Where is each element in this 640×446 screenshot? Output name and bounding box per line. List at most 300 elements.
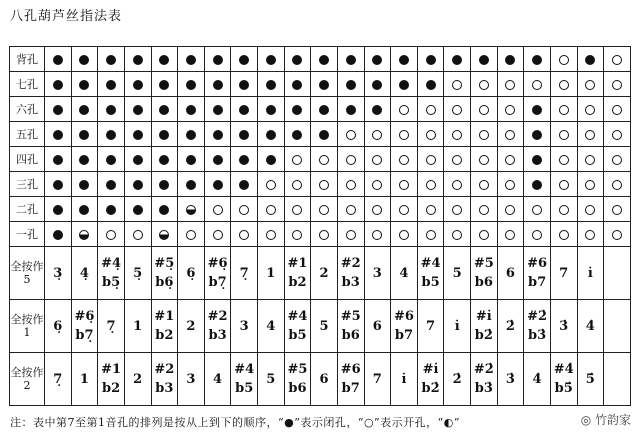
note-cell: #i̇ b2̇ <box>417 353 444 406</box>
hole-cell <box>391 72 418 97</box>
hole-cell <box>258 222 285 247</box>
hole-cell <box>204 222 231 247</box>
note-cell <box>604 353 631 406</box>
hole-cell <box>124 147 151 172</box>
closed-hole-icon <box>186 105 196 115</box>
hole-cell <box>471 172 498 197</box>
half-hole-icon <box>186 205 196 215</box>
hole-cell <box>364 172 391 197</box>
open-hole-icon <box>612 55 622 65</box>
hole-cell <box>471 147 498 172</box>
hole-cell <box>311 47 338 72</box>
note-cell: #2̇ b3̇ <box>524 300 551 353</box>
hole-cell <box>45 122 72 147</box>
hole-cell <box>284 172 311 197</box>
hole-cell <box>311 147 338 172</box>
hole-cell <box>577 47 604 72</box>
hole-cell <box>364 197 391 222</box>
closed-hole-icon <box>186 155 196 165</box>
hole-cell <box>337 72 364 97</box>
note-cell: 4̣ <box>71 247 98 300</box>
hole-cell <box>98 47 125 72</box>
open-hole-icon <box>452 155 462 165</box>
hole-cell <box>577 97 604 122</box>
open-hole-icon <box>399 230 409 240</box>
hole-cell <box>178 172 205 197</box>
open-hole-icon <box>213 205 223 215</box>
hole-cell <box>284 72 311 97</box>
closed-hole-icon <box>505 55 515 65</box>
footnote: 注：表中第7至第1音孔的排列是按从上到下的顺序，“●”表示闭孔，“○”表示开孔，“◐” <box>10 416 461 429</box>
note-cell: 7̣ <box>231 247 258 300</box>
closed-hole-icon <box>292 105 302 115</box>
note-cell: #1 b2 <box>151 300 178 353</box>
hole-cell <box>124 122 151 147</box>
note-cell: 6 <box>364 300 391 353</box>
hole-cell <box>284 122 311 147</box>
closed-hole-icon <box>159 80 169 90</box>
closed-hole-icon <box>53 80 63 90</box>
open-hole-icon <box>479 155 489 165</box>
hole-label: 五孔 <box>10 122 45 147</box>
hole-cell <box>550 47 577 72</box>
half-hole-icon <box>79 230 89 240</box>
hole-cell <box>444 122 471 147</box>
hole-cell <box>497 197 524 222</box>
hole-cell <box>577 197 604 222</box>
hole-cell <box>524 47 551 72</box>
hole-cell <box>178 197 205 222</box>
hole-cell <box>471 122 498 147</box>
hole-cell <box>45 72 72 97</box>
note-cell: #4 b5 <box>231 353 258 406</box>
hole-cell <box>337 197 364 222</box>
closed-hole-icon <box>266 55 276 65</box>
hole-cell <box>98 97 125 122</box>
hole-cell <box>311 97 338 122</box>
closed-hole-icon <box>532 130 542 140</box>
hole-cell <box>124 47 151 72</box>
note-cell: #6 b7 <box>337 353 364 406</box>
hole-cell <box>45 97 72 122</box>
note-cell: 6̣ <box>45 300 72 353</box>
open-hole-icon <box>585 130 595 140</box>
open-hole-icon <box>239 230 249 240</box>
open-hole-icon <box>559 130 569 140</box>
hole-cell <box>417 122 444 147</box>
open-hole-icon <box>559 55 569 65</box>
note-cell: 7 <box>417 300 444 353</box>
note-cell: 4̇ <box>577 300 604 353</box>
open-hole-icon <box>266 180 276 190</box>
note-cell: 6̣ <box>178 247 205 300</box>
closed-hole-icon <box>426 80 436 90</box>
open-hole-icon <box>319 155 329 165</box>
open-hole-icon <box>372 155 382 165</box>
note-cell: #i̇ b2̇ <box>471 300 498 353</box>
hole-cell <box>497 72 524 97</box>
hole-cell <box>311 122 338 147</box>
hole-cell <box>71 147 98 172</box>
closed-hole-icon <box>346 105 356 115</box>
hole-cell <box>151 97 178 122</box>
closed-hole-icon <box>532 105 542 115</box>
note-cell: 5 <box>311 300 338 353</box>
closed-hole-icon <box>319 130 329 140</box>
closed-hole-icon <box>79 205 89 215</box>
hole-cell <box>550 222 577 247</box>
hole-cell <box>98 122 125 147</box>
hole-cell <box>98 147 125 172</box>
hole-cell <box>417 222 444 247</box>
closed-hole-icon <box>399 55 409 65</box>
hole-cell <box>258 197 285 222</box>
hole-cell <box>391 172 418 197</box>
hole-cell <box>524 197 551 222</box>
open-hole-icon <box>426 130 436 140</box>
hole-cell <box>444 97 471 122</box>
hole-cell <box>178 222 205 247</box>
hole-cell <box>471 197 498 222</box>
open-hole-icon <box>452 230 462 240</box>
closed-hole-icon <box>79 80 89 90</box>
hole-cell <box>577 222 604 247</box>
hole-cell <box>124 72 151 97</box>
note-cell: 7̣ <box>45 353 72 406</box>
note-cell: #4̇ b5̇ <box>550 353 577 406</box>
hole-cell <box>178 47 205 72</box>
hole-cell <box>231 72 258 97</box>
note-cell: 7 <box>364 353 391 406</box>
closed-hole-icon <box>266 80 276 90</box>
hole-cell <box>71 97 98 122</box>
closed-hole-icon <box>79 180 89 190</box>
note-cell: #6̣ b7̣ <box>71 300 98 353</box>
hole-cell <box>98 172 125 197</box>
open-hole-icon <box>612 105 622 115</box>
note-cell: 1 <box>124 300 151 353</box>
hole-cell <box>124 172 151 197</box>
hole-cell <box>497 47 524 72</box>
note-cell: #6̣ b7̣ <box>204 247 231 300</box>
note-cell: 6 <box>497 247 524 300</box>
hole-cell <box>497 172 524 197</box>
closed-hole-icon <box>133 180 143 190</box>
hole-cell <box>444 197 471 222</box>
note-cell: #2̇ b3̇ <box>471 353 498 406</box>
hole-cell <box>497 222 524 247</box>
hole-cell <box>550 172 577 197</box>
closed-hole-icon <box>399 80 409 90</box>
open-hole-icon <box>612 180 622 190</box>
hole-cell <box>124 222 151 247</box>
hole-label: 一孔 <box>10 222 45 247</box>
hole-cell <box>151 122 178 147</box>
closed-hole-icon <box>239 130 249 140</box>
closed-hole-icon <box>532 180 542 190</box>
hole-label: 三孔 <box>10 172 45 197</box>
closed-hole-icon <box>159 130 169 140</box>
open-hole-icon <box>426 155 436 165</box>
hole-cell <box>524 122 551 147</box>
hole-cell <box>524 72 551 97</box>
hole-cell <box>417 197 444 222</box>
note-cell: 2 <box>124 353 151 406</box>
closed-hole-icon <box>53 55 63 65</box>
closed-hole-icon <box>159 180 169 190</box>
closed-hole-icon <box>133 155 143 165</box>
hole-cell <box>284 47 311 72</box>
note-cell: #5 b6 <box>471 247 498 300</box>
note-cell: i̇ <box>444 300 471 353</box>
hole-cell <box>258 147 285 172</box>
note-cell: #4 b5 <box>284 300 311 353</box>
open-hole-icon <box>505 155 515 165</box>
closed-hole-icon <box>213 155 223 165</box>
hole-cell <box>178 147 205 172</box>
hole-cell <box>417 97 444 122</box>
open-hole-icon <box>479 80 489 90</box>
closed-hole-icon <box>239 105 249 115</box>
note-row <box>10 300 631 353</box>
hole-cell <box>231 122 258 147</box>
open-hole-icon <box>452 205 462 215</box>
open-hole-icon <box>239 205 249 215</box>
hole-cell <box>497 122 524 147</box>
hole-cell <box>471 222 498 247</box>
closed-hole-icon <box>133 55 143 65</box>
open-hole-icon <box>399 105 409 115</box>
closed-hole-icon <box>346 80 356 90</box>
open-hole-icon <box>585 80 595 90</box>
open-hole-icon <box>346 155 356 165</box>
page-title: 八孔葫芦丝指法表 <box>10 9 123 24</box>
hole-cell <box>231 97 258 122</box>
hole-cell <box>391 122 418 147</box>
hole-cell <box>364 72 391 97</box>
hole-cell <box>151 72 178 97</box>
note-cell: 5 <box>444 247 471 300</box>
open-hole-icon <box>559 205 569 215</box>
note-cell: 2̇ <box>497 300 524 353</box>
open-hole-icon <box>559 180 569 190</box>
hole-cell <box>98 72 125 97</box>
open-hole-icon <box>559 155 569 165</box>
hole-cell <box>604 72 631 97</box>
hole-cell <box>45 172 72 197</box>
hole-cell <box>471 97 498 122</box>
hole-cell <box>604 147 631 172</box>
hole-cell <box>204 72 231 97</box>
hole-label: 背孔 <box>10 47 45 72</box>
hole-cell <box>337 97 364 122</box>
hole-cell <box>258 47 285 72</box>
hole-cell <box>231 47 258 72</box>
hole-cell <box>524 222 551 247</box>
open-hole-icon <box>452 130 462 140</box>
hole-cell <box>417 172 444 197</box>
note-cell: 5 <box>258 353 285 406</box>
hole-cell <box>178 97 205 122</box>
note-row <box>10 247 631 300</box>
open-hole-icon <box>399 155 409 165</box>
hole-cell <box>497 147 524 172</box>
hole-cell <box>391 47 418 72</box>
hole-cell <box>231 172 258 197</box>
note-cell: 7̣ <box>98 300 125 353</box>
note-cell: 3̣ <box>45 247 72 300</box>
closed-hole-icon <box>479 55 489 65</box>
hole-cell <box>71 222 98 247</box>
hole-cell <box>258 172 285 197</box>
note-cell: #4̣ b5̣ <box>98 247 125 300</box>
closed-hole-icon <box>133 130 143 140</box>
closed-hole-icon <box>159 205 169 215</box>
open-hole-icon <box>319 180 329 190</box>
hole-cell <box>417 147 444 172</box>
hole-row <box>10 122 631 147</box>
hole-cell <box>550 122 577 147</box>
note-cell: i̇ <box>391 353 418 406</box>
closed-hole-icon <box>239 80 249 90</box>
hole-cell <box>604 122 631 147</box>
hole-row <box>10 47 631 72</box>
open-hole-icon <box>452 180 462 190</box>
hole-cell <box>71 47 98 72</box>
closed-hole-icon <box>133 205 143 215</box>
hole-cell <box>524 147 551 172</box>
closed-hole-icon <box>266 155 276 165</box>
hole-cell <box>98 222 125 247</box>
open-hole-icon <box>612 155 622 165</box>
note-cell: #5̣ b6̣ <box>151 247 178 300</box>
closed-hole-icon <box>213 130 223 140</box>
hole-cell <box>364 122 391 147</box>
open-hole-icon <box>426 230 436 240</box>
note-cell: 3̇ <box>550 300 577 353</box>
open-hole-icon <box>532 205 542 215</box>
hole-cell <box>204 47 231 72</box>
hole-cell <box>45 47 72 72</box>
hole-cell <box>604 197 631 222</box>
open-hole-icon <box>505 105 515 115</box>
hole-cell <box>231 197 258 222</box>
closed-hole-icon <box>53 130 63 140</box>
hole-cell <box>337 172 364 197</box>
hole-cell <box>151 47 178 72</box>
note-row-label: 全按作2 <box>10 353 45 406</box>
hole-cell <box>124 197 151 222</box>
open-hole-icon <box>612 205 622 215</box>
hole-cell <box>284 97 311 122</box>
hole-label: 四孔 <box>10 147 45 172</box>
hole-cell <box>550 97 577 122</box>
hole-cell <box>151 147 178 172</box>
closed-hole-icon <box>319 55 329 65</box>
hole-row <box>10 222 631 247</box>
hole-cell <box>124 97 151 122</box>
closed-hole-icon <box>239 155 249 165</box>
hole-label: 二孔 <box>10 197 45 222</box>
open-hole-icon <box>559 80 569 90</box>
hole-cell <box>178 122 205 147</box>
closed-hole-icon <box>79 55 89 65</box>
closed-hole-icon <box>346 55 356 65</box>
open-hole-icon <box>106 230 116 240</box>
closed-hole-icon <box>266 130 276 140</box>
open-hole-icon <box>585 155 595 165</box>
hole-cell <box>577 122 604 147</box>
hole-cell <box>71 172 98 197</box>
closed-hole-icon <box>106 105 116 115</box>
note-cell: 2 <box>178 300 205 353</box>
hole-label: 六孔 <box>10 97 45 122</box>
note-cell: 3 <box>231 300 258 353</box>
note-row-label: 全按作1 <box>10 300 45 353</box>
closed-hole-icon <box>585 55 595 65</box>
note-cell: 3 <box>364 247 391 300</box>
note-cell: 2̇ <box>444 353 471 406</box>
hole-cell <box>258 72 285 97</box>
open-hole-icon <box>612 230 622 240</box>
open-hole-icon <box>505 130 515 140</box>
open-hole-icon <box>585 105 595 115</box>
hole-cell <box>524 172 551 197</box>
hole-cell <box>337 122 364 147</box>
hole-cell <box>604 47 631 72</box>
hole-cell <box>151 197 178 222</box>
closed-hole-icon <box>319 80 329 90</box>
closed-hole-icon <box>106 180 116 190</box>
open-hole-icon <box>532 80 542 90</box>
open-hole-icon <box>346 130 356 140</box>
hole-cell <box>231 222 258 247</box>
hole-cell <box>311 197 338 222</box>
note-cell: 1 <box>71 353 98 406</box>
hole-cell <box>444 222 471 247</box>
open-hole-icon <box>559 230 569 240</box>
open-hole-icon <box>479 180 489 190</box>
note-cell: 5̣ <box>124 247 151 300</box>
closed-hole-icon <box>292 130 302 140</box>
closed-hole-icon <box>106 205 116 215</box>
closed-hole-icon <box>186 180 196 190</box>
open-hole-icon <box>452 105 462 115</box>
open-hole-icon <box>505 230 515 240</box>
open-hole-icon <box>452 80 462 90</box>
hole-cell <box>204 97 231 122</box>
closed-hole-icon <box>213 105 223 115</box>
note-cell: 3 <box>178 353 205 406</box>
hole-cell <box>204 122 231 147</box>
hole-cell <box>604 97 631 122</box>
open-hole-icon <box>346 180 356 190</box>
closed-hole-icon <box>266 105 276 115</box>
note-cell: #5 b6 <box>337 300 364 353</box>
open-hole-icon <box>319 230 329 240</box>
hole-cell <box>204 147 231 172</box>
hole-cell <box>71 122 98 147</box>
hole-cell <box>364 47 391 72</box>
hole-cell <box>364 222 391 247</box>
open-hole-icon <box>292 205 302 215</box>
closed-hole-icon <box>239 180 249 190</box>
closed-hole-icon <box>213 80 223 90</box>
open-hole-icon <box>399 205 409 215</box>
hole-cell <box>550 197 577 222</box>
open-hole-icon <box>585 180 595 190</box>
hole-cell <box>71 197 98 222</box>
